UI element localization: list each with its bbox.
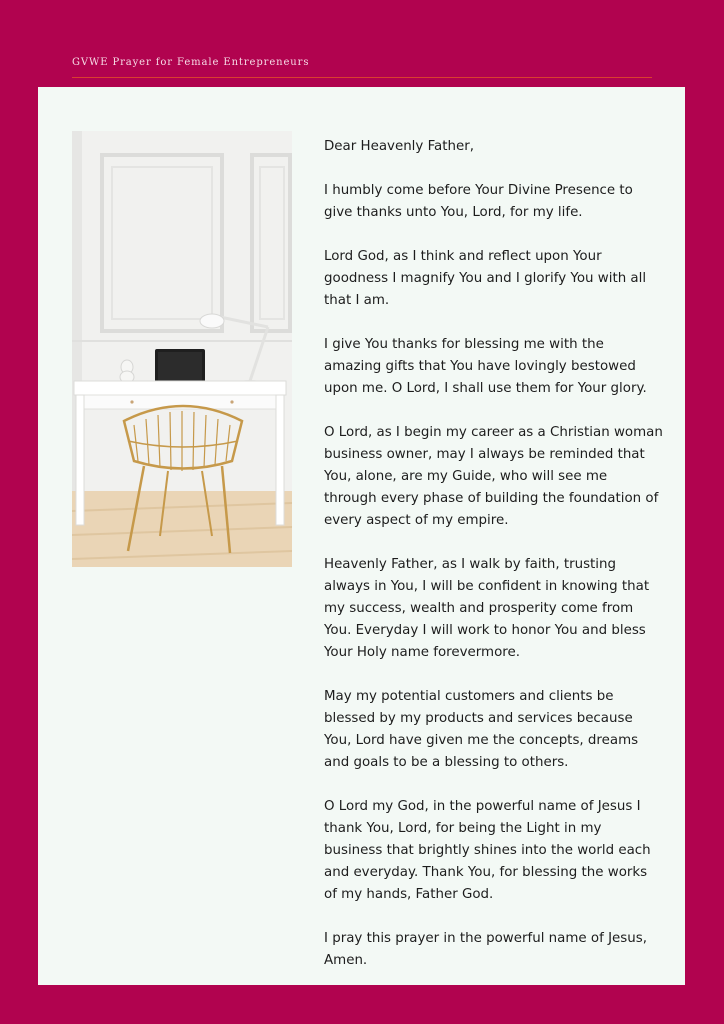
prayer-paragraph: O Lord my God, in the powerful name of Jesus I thank You, Lord, for being the Light in my business that brightly shines into the world each and everyday. Thank You, for blessing the works of my hands, Father God. xyxy=(324,799,651,902)
prayer-paragraph: O Lord, as I begin my career as a Christian woman business owner, may I always be reminded that You, alone, are my Guide, who will see me through every phase of building the foundation of every aspect of my empire. xyxy=(324,425,663,528)
prayer-paragraph: May my potential customers and clients be blessed by my products and services because You, Lord have given me the concepts, dreams and goals to be a blessing to others. xyxy=(324,689,639,770)
prayer-paragraph: Heavenly Father, as I walk by faith, trusting always in You, I will be confident in knowing that my success, wealth and prosperity come from You. Everyday I will work to honor You and bless Your Holy name forevermore. xyxy=(324,557,650,660)
prayer-closing: I pray this prayer in the powerful name of Jesus, Amen. xyxy=(324,931,647,968)
prayer-greeting: Dear Heavenly Father, xyxy=(324,139,474,154)
desk-photo xyxy=(72,131,292,567)
prayer-paragraph: I humbly come before Your Divine Presence to give thanks unto You, Lord, for my life. xyxy=(324,183,633,220)
prayer-text xyxy=(324,136,664,972)
header-divider xyxy=(72,77,652,78)
prayer-page xyxy=(38,87,685,985)
document-header-title: GVWE Prayer for Female Entrepreneurs xyxy=(72,57,310,68)
prayer-paragraph: I give You thanks for blessing me with the amazing gifts that You have lovingly bestowed upon me. O Lord, I shall use them for Your glory. xyxy=(324,337,647,396)
prayer-paragraph: Lord God, as I think and reflect upon Your goodness I magnify You and I glorify You with all that I am. xyxy=(324,249,647,308)
